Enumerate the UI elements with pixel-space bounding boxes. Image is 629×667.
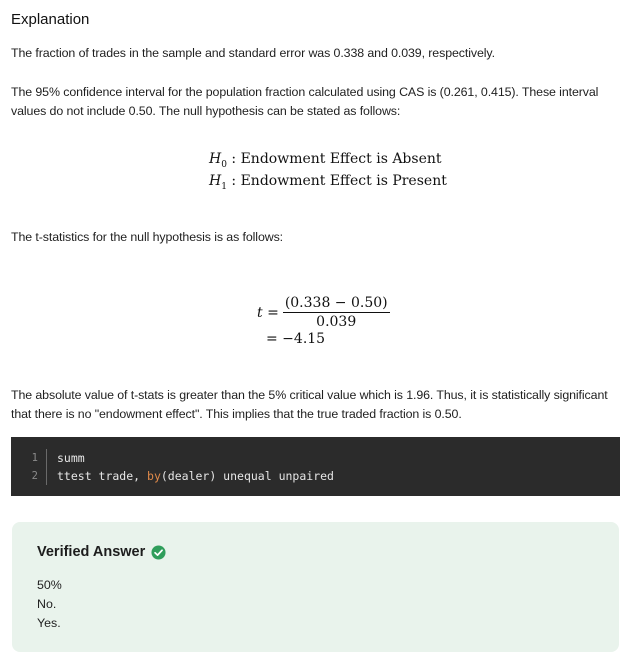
code-line: [11, 467, 334, 485]
verified-answer-label: Verified Answer: [37, 544, 146, 560]
formula-denominator: 0.039: [316, 314, 357, 330]
line-number: 2: [11, 467, 47, 485]
hypothesis-alt-var: H: [209, 173, 222, 189]
code-text-pre: ttest trade,: [57, 469, 148, 483]
paragraph-sample-fraction: The fraction of trades in the sample and standard error was 0.338 and 0.039, respectively.: [11, 46, 495, 60]
code-block: [11, 437, 620, 496]
hypothesis-null-text: Endowment Effect is Absent: [240, 151, 442, 167]
hypothesis-alt-text: Endowment Effect is Present: [240, 173, 447, 189]
t-statistic-formula: [257, 295, 390, 330]
code-line: [11, 449, 85, 467]
formula-result: = −4.15: [266, 331, 326, 347]
explanation-heading: Explanation: [11, 11, 90, 28]
hypothesis-null-var: H: [209, 151, 222, 167]
hypothesis-alt-sub: 1: [221, 181, 227, 192]
code-text-post: (dealer) unequal unpaired: [160, 469, 334, 483]
code-text: [47, 467, 334, 485]
check-circle-icon: [151, 545, 166, 560]
paragraph-conclusion: The absolute value of t-stats is greater than the 5% critical value which is 1.96. Thus, it is statistically significant that there is no "endowment effect". This implies that the true traded fraction is 0.50.: [11, 388, 608, 421]
answer-item: 50%: [37, 578, 62, 592]
paragraph-confidence-interval: The 95% confidence interval for the population fraction calculated using CAS is (0.261, 0.415). These interval values do not include 0.50. The null hypothesis can be stated as follows:: [11, 85, 599, 118]
hypothesis-alternative: $H_1$ : Endowment Effect is Present: [209, 173, 447, 192]
verified-answer-card: [12, 522, 619, 652]
hypothesis-null: $H_0$ : Endowment Effect is Absent: [209, 151, 442, 170]
formula-lhs: t =: [257, 304, 279, 321]
code-keyword: by: [147, 469, 161, 483]
paragraph-t-statistic-intro: The t-statistics for the null hypothesis is as follows:: [11, 230, 284, 244]
hypothesis-null-sub: 0: [221, 159, 227, 170]
formula-fraction: [283, 295, 390, 330]
answer-item: No.: [37, 597, 57, 611]
code-text: summ: [57, 451, 85, 465]
verified-answer-title: [37, 544, 166, 560]
formula-numerator: (0.338 − 0.50): [284, 295, 388, 311]
answer-item: Yes.: [37, 616, 61, 630]
line-number: 1: [11, 449, 47, 467]
